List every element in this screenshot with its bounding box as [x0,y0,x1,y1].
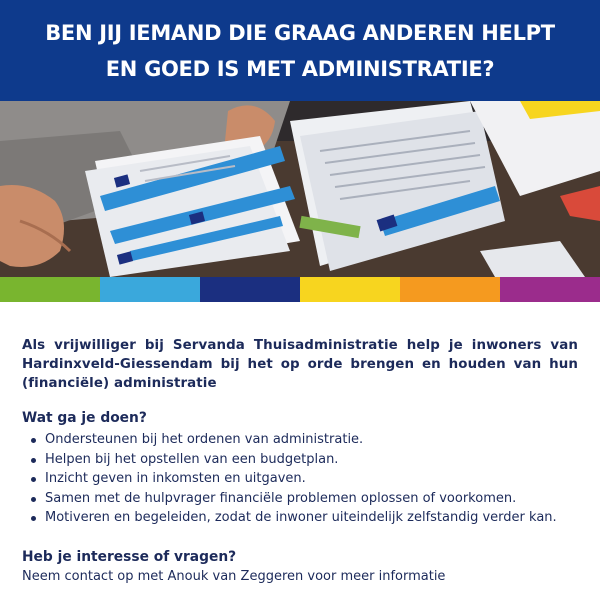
list-item: Helpen bij het opstellen van een budgetplan. [22,450,578,470]
contact-text: Neem contact op met Anouk van Zeggeren voor meer informatie [22,568,446,584]
list-item: Inzicht geven in inkomsten en uitgaven. [22,469,578,489]
header-banner [0,0,600,101]
color-stripe-bar [0,277,600,302]
tasks-heading: Wat ga je doen? [22,410,147,426]
stripe-dark-blue [200,277,300,302]
headline-line-1: BEN JIJ IEMAND DIE GRAAG ANDEREN HELPT [45,20,555,45]
headline-line-2: EN GOED IS MET ADMINISTRATIE? [105,56,495,81]
stripe-yellow [300,277,400,302]
intro-paragraph: Als vrijwilliger bij Servanda Thuisadministratie help je inwoners van Hardinxveld-Giessendam bij het op orde brengen en houden van hun (financiële) administratie [22,338,578,391]
paperwork-photo [0,101,600,277]
stripe-light-blue [100,277,200,302]
stripe-green [0,277,100,302]
contact-heading: Heb je interesse of vragen? [22,548,237,565]
stripe-purple [500,277,600,302]
list-item: Motiveren en begeleiden, zodat de inwoner uiteindelijk zelfstandig verder kan. [22,508,578,528]
stripe-orange [400,277,500,302]
main-content [22,336,578,586]
list-item: Ondersteunen bij het ordenen van administratie. [22,430,578,450]
tasks-list [22,430,578,528]
list-item: Samen met de hulpvrager financiële problemen oplossen of voorkomen. [22,489,578,509]
